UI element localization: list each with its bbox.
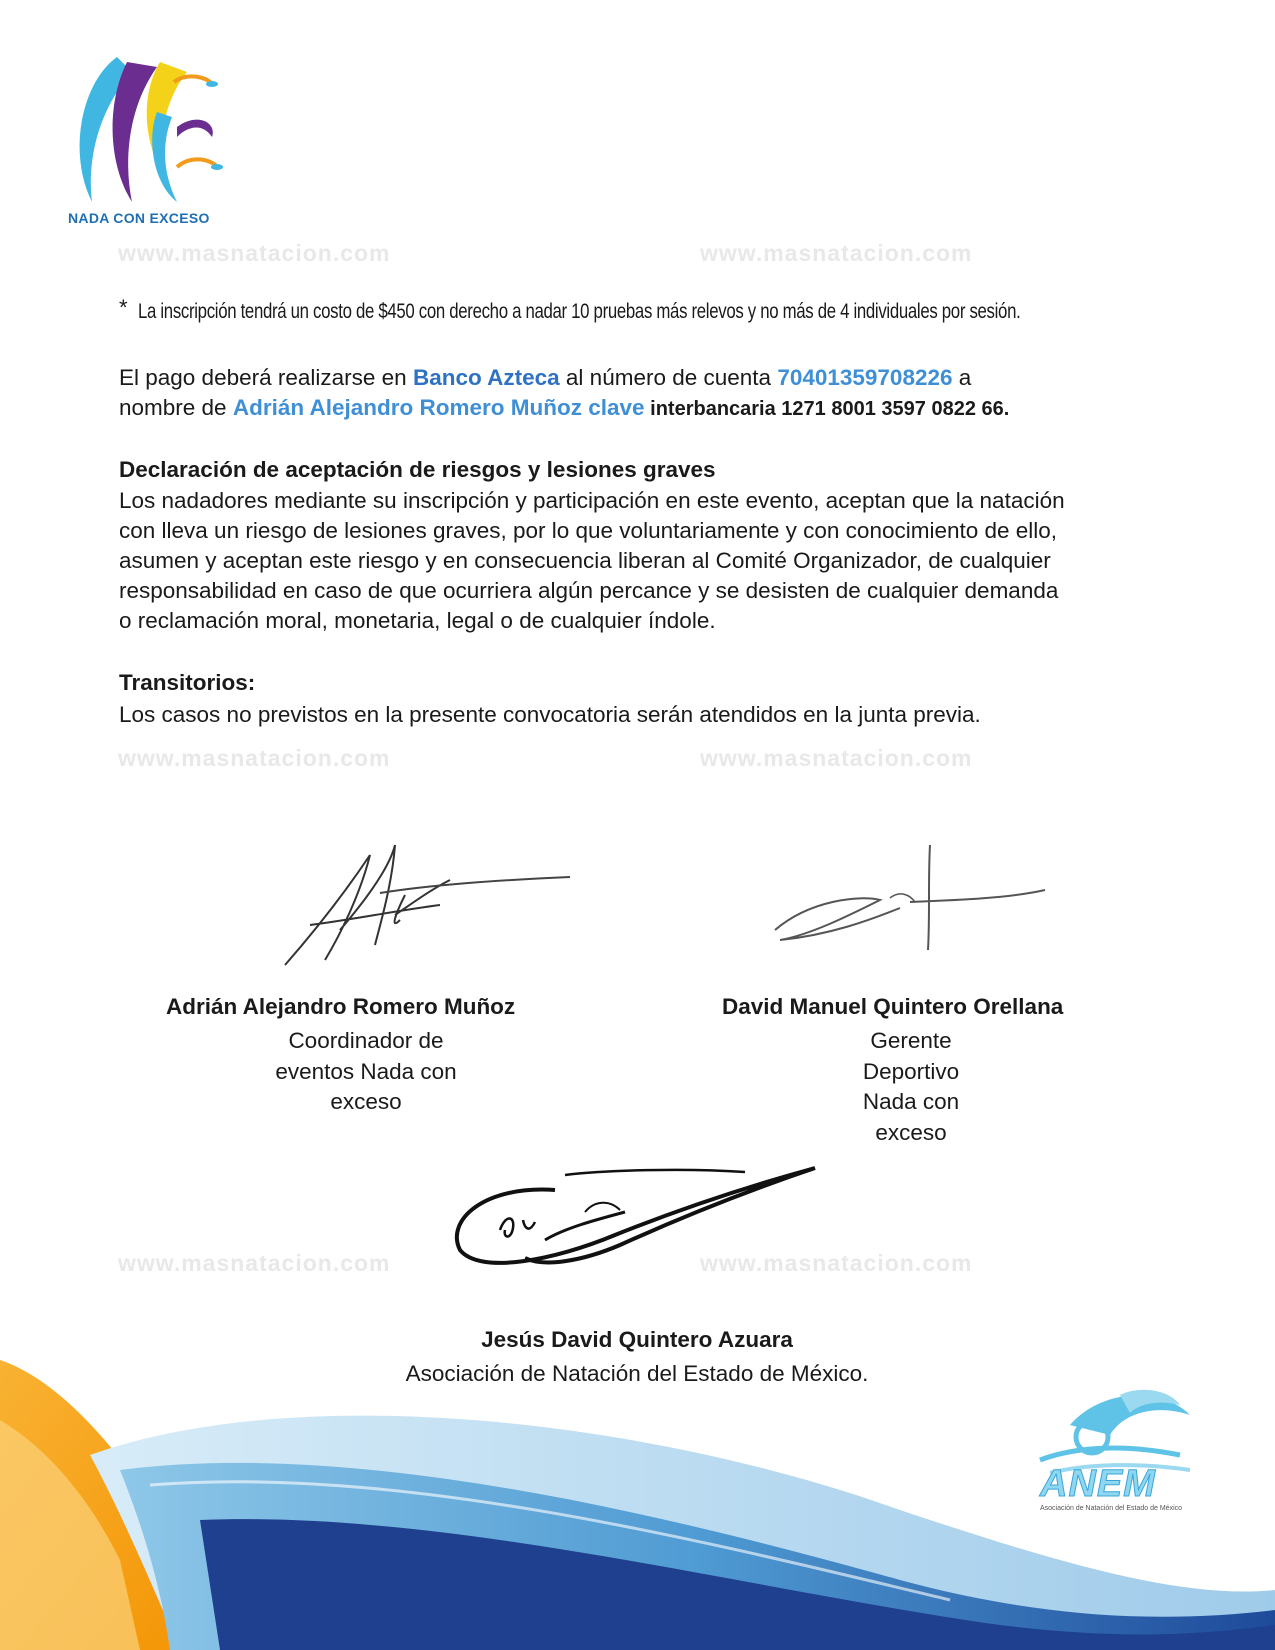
payment-text: al número de cuenta (559, 365, 778, 390)
role-line: Gerente (870, 1028, 952, 1053)
payment-line-1 (119, 363, 971, 394)
payment-text: a (952, 365, 972, 390)
role-line: Asociación de Natación del Estado de México. (405, 1361, 869, 1386)
anem-acronym: ANEM (1040, 1463, 1156, 1505)
signatory-1-role (216, 1026, 516, 1118)
signature-3 (445, 1160, 825, 1280)
watermark: www.masnatacion.com (118, 745, 391, 771)
nada-con-exceso-logo (62, 42, 232, 232)
signatory-3-name: Jesús David Quintero Azuara (481, 1327, 793, 1352)
risk-line: asumen y aceptan este riesgo y en consecuencia liberan al Comité Organizador, de cualquier (119, 548, 1051, 573)
role-line: exceso (875, 1119, 947, 1145)
role-line: exceso (330, 1089, 402, 1114)
nada-con-exceso-logo-mark (62, 42, 232, 212)
signature-1 (280, 835, 580, 975)
role-line: Nada con (862, 1089, 960, 1114)
watermark: www.masnatacion.com (118, 240, 391, 266)
payment-text: El pago deberá realizarse en (119, 365, 413, 390)
payment-line-2 (119, 393, 1009, 425)
watermark: www.masnatacion.com (118, 1250, 391, 1276)
cost-note (138, 300, 1020, 324)
role-line: eventos Nada con (275, 1058, 457, 1084)
signatory-1-name: Adrián Alejandro Romero Muñoz (166, 994, 516, 1019)
role-line: Coordinador de (288, 1028, 444, 1053)
bank-name: Banco Azteca (412, 365, 560, 390)
transitorios-text: Los casos no previstos en la presente convocatoria serán atendidos en la junta previa. (119, 702, 981, 727)
payment-text: nombre de (119, 395, 233, 420)
logo-text: NADA CON EXCESO (68, 210, 210, 226)
signatory-2-role (761, 1026, 1061, 1148)
anem-subtitle: Asociación de Natación del Estado de México (1040, 1505, 1183, 1512)
signature-2 (770, 840, 1050, 960)
transitorios-heading: Transitorios: (119, 670, 256, 695)
account-number: 70401359708226 (777, 365, 953, 390)
watermark: www.masnatacion.com (700, 240, 973, 266)
anem-logo (1030, 1385, 1220, 1515)
signatory-2-name: David Manuel Quintero Orellana (722, 994, 1064, 1019)
risk-line: Los nadadores mediante su inscripción y participación en este evento, aceptan que la natación (119, 488, 1065, 513)
watermark: www.masnatacion.com (700, 745, 973, 771)
risk-line: con lleva un riesgo de lesiones graves, por lo que voluntariamente y con conocimiento de ello, (119, 518, 1058, 543)
risk-line: o reclamación moral, monetaria, legal o de cualquier índole. (119, 608, 716, 633)
cost-note-text: La inscripción tendrá un costo de $450 con derecho a nadar 10 pruebas más relevos y no más de 4 individuales por sesión. (138, 300, 1021, 323)
cost-asterisk: * (119, 295, 128, 320)
risk-line: responsabilidad en caso de que ocurriera algún percance y se desisten de cualquier demanda (119, 578, 1059, 603)
watermark: www.masnatacion.com (700, 1250, 973, 1276)
clabe: interbancaria 1271 8001 3597 0822 66. (644, 398, 1010, 420)
risk-heading: Declaración de aceptación de riesgos y lesiones graves (119, 457, 716, 482)
account-holder: Adrián Alejandro Romero Muñoz clave (232, 395, 645, 420)
role-line: Deportivo (862, 1058, 960, 1084)
